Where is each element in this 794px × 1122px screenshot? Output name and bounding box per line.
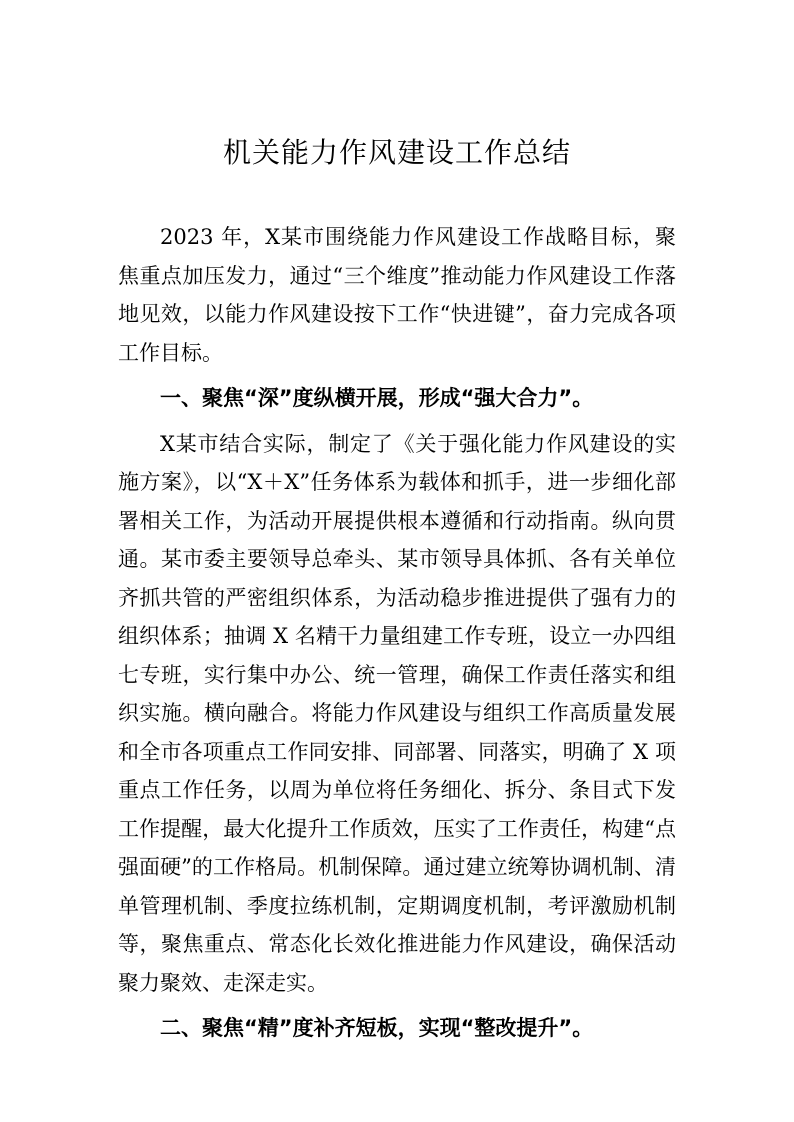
section-heading-1: 一、聚焦“深”度纵横开展，形成“强大合力”。	[160, 386, 594, 410]
section-1-paragraph: X某市结合实际，制定了《关于强化能力作风建设的实施方案》，以“X＋X”任务体系为载体和抓手，进一步细化部署相关工作，为活动开展提供根本遵循和行动指南。纵向贯通。某市委主要领导总牵头、某市领导具体抓、各有关单位齐抓共管的严密组织体系，为活动稳步推进提供了强有力的组织体系；抽调 X 名精干力量组建工作专班，设立一办四组七专班，实行集中办公、统一管理，确保工作责任落实和组织实施。横向融合。将能力作风建设与组织工作高质量发展和全市各项重点工作同安排、同部署、同落实，明确了 X 项重点工作任务，以周为单位将任务细化、拆分、条目式下发工作提醒，最大化提升工作质效，压实了工作责任，构建“点强面硬”的工作格局。机制保障。通过建立统筹协调机制、清单管理机制、季度拉练机制，定期调度机制，考评激励机制等，聚焦重点、常态化长效化推进能力作风建设，确保活动聚力聚效、走深走实。	[118, 431, 676, 995]
document-body	[118, 218, 676, 1055]
intro-paragraph: 2023 年，X某市围绕能力作风建设工作战略目标，聚焦重点加压发力，通过“三个维度”推动能力作风建设工作落地见效，以能力作风建设按下工作“快进键”，奋力完成各项工作目标。	[118, 225, 676, 365]
document-title: 机关能力作风建设工作总结	[222, 136, 571, 169]
section-heading-2: 二、聚焦“精”度补齐短板，实现“整改提升”。	[160, 1016, 594, 1040]
